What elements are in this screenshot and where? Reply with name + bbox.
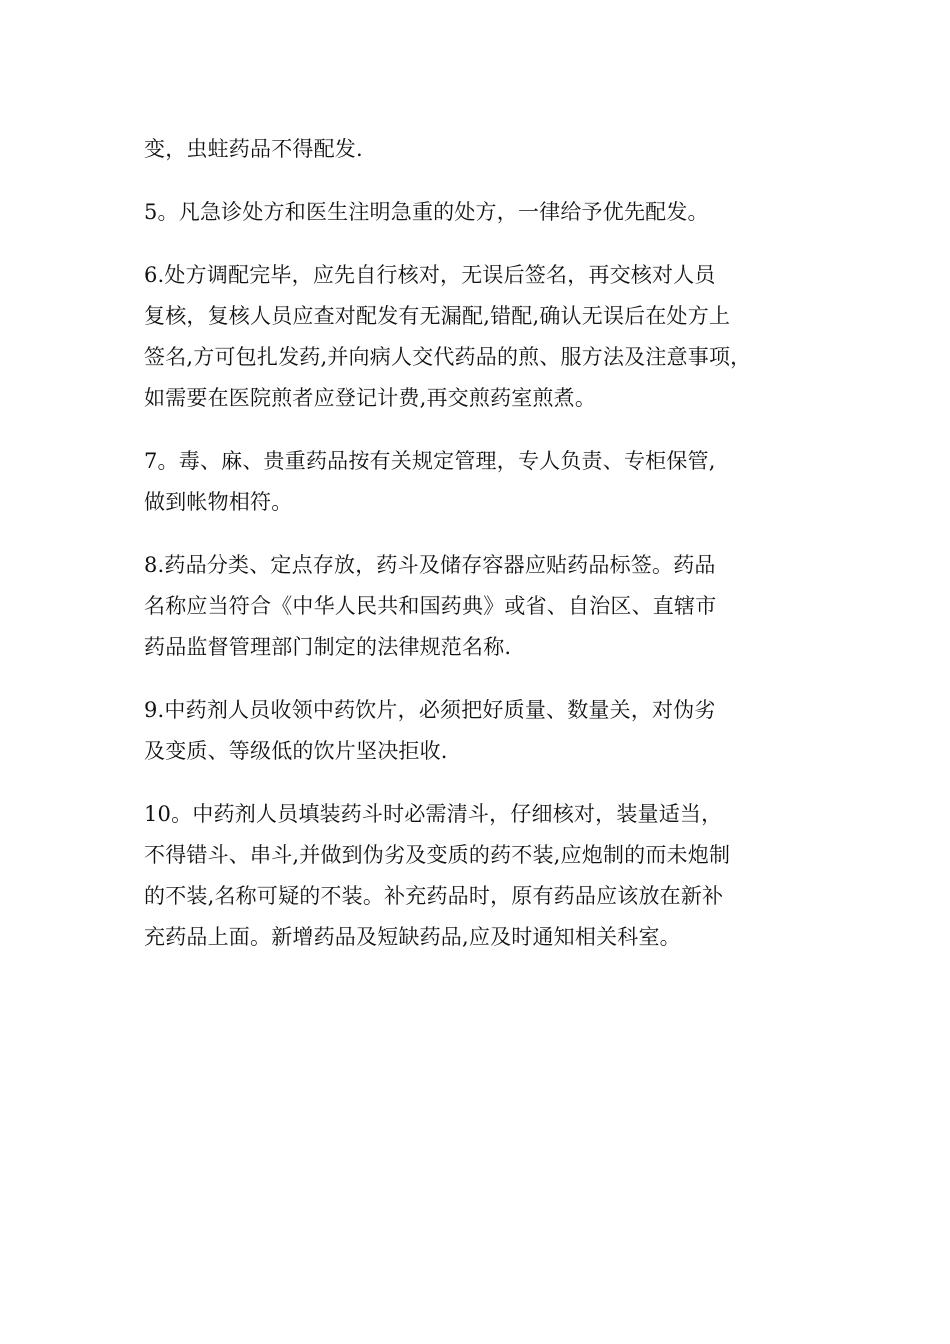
document-body — [144, 129, 829, 958]
paragraph-item-9 — [144, 690, 829, 772]
text-line: 做到帐物相符。 — [144, 490, 293, 514]
paragraph-item-7 — [144, 441, 829, 523]
paragraph-item-8 — [144, 545, 829, 668]
text-line: 名称应当符合《中华人民共和国药典》或省、自治区、直辖市 — [144, 594, 717, 618]
text-line: 9.中药剂人员收领中药饮片，必须把好质量、数量关，对伪劣 — [144, 698, 716, 722]
paragraph-item-6 — [144, 255, 829, 419]
text-line: 变，虫蛀药品不得配发. — [144, 137, 363, 161]
paragraph-item-5 — [144, 192, 829, 233]
text-line: 充药品上面。新增药品及短缺药品,应及时通知相关科室。 — [144, 925, 681, 949]
text-line: 的不装,名称可疑的不装。补充药品时，原有药品应该放在新补 — [144, 884, 724, 908]
text-line: 签名,方可包扎发药,并向病人交代药品的煎、服方法及注意事项， — [144, 345, 752, 369]
paragraph-item-10 — [144, 794, 829, 958]
text-line: 不得错斗、串斗,并做到伪劣及变质的药不装,应炮制的而未炮制 — [144, 843, 731, 867]
text-line: 如需要在医院煎者应登记计费,再交煎药室煎煮。 — [144, 386, 597, 410]
text-line: 复核，复核人员应查对配发有无漏配,错配,确认无误后在处方上 — [144, 304, 731, 328]
text-line: 10。中药剂人员填装药斗时必需清斗，仔细核对，装量适当， — [144, 802, 723, 826]
paragraph-continuation — [144, 129, 829, 170]
text-line: 5。凡急诊处方和医生注明急重的处方，一律给予优先配发。 — [144, 200, 709, 224]
text-line: 6.处方调配完毕，应先自行核对，无误后签名，再交核对人员 — [144, 263, 716, 287]
text-line: 及变质、等级低的饮片坚决拒收. — [144, 739, 448, 763]
text-line: 药品监督管理部门制定的法律规范名称. — [144, 635, 512, 659]
text-line: 8.药品分类、定点存放，药斗及储存容器应贴药品标签。药品 — [144, 553, 716, 577]
text-line: 7。毒、麻、贵重药品按有关规定管理，专人负责、专柜保管, — [144, 449, 716, 473]
